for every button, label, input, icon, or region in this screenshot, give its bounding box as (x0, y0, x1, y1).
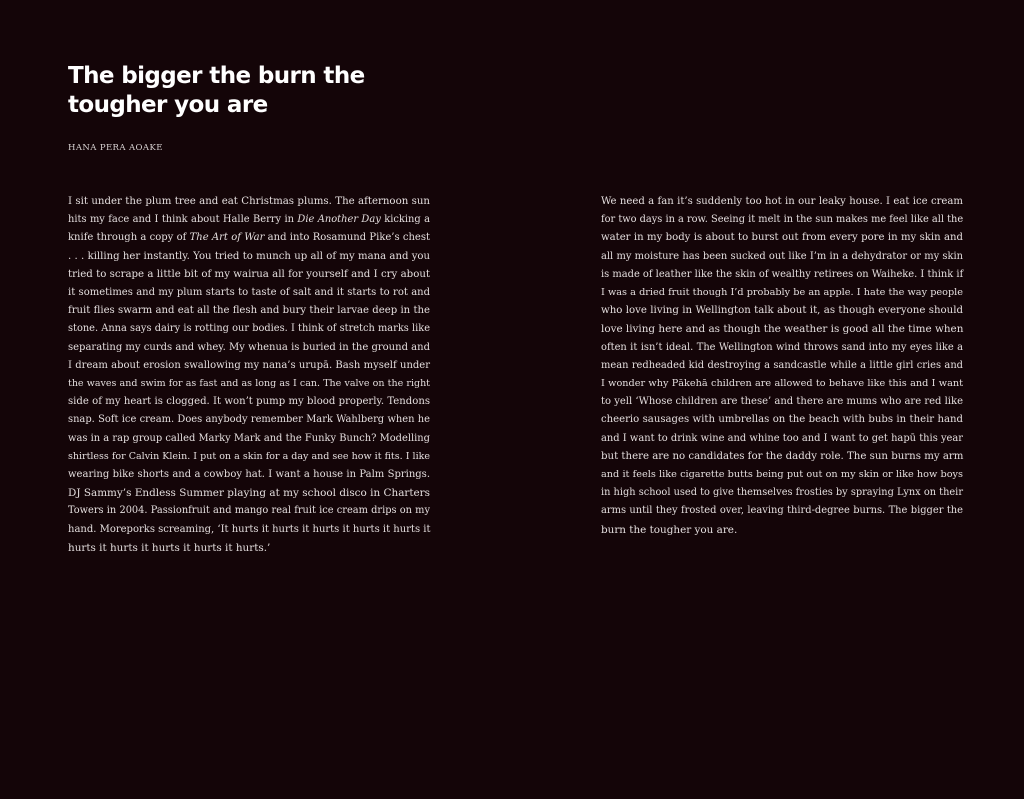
text-line: and it feels like cigarette butts being put out on my skin or like how boys (601, 469, 963, 481)
text-line: water in my body is about to burst out from every pore in my skin and (601, 232, 963, 244)
text-line: I wonder why Pākehā children are allowed to behave like this and I want (601, 378, 963, 390)
author-byline: HANA PERA AOAKE (68, 143, 163, 153)
text-line: and I want to drink wine and whine too and I want to get hapū this year (601, 432, 963, 444)
text-line: mean redheaded kid destroying a sandcastle while a little girl cries and (601, 359, 963, 371)
text-line: hits my face and I think about Halle Berry in Die Another Day kicking a (68, 214, 430, 226)
text-line: hand. Moreporks screaming, ‘It hurts it hurts it hurts it hurts it hurts it (68, 523, 431, 535)
text-line: stone. Anna says dairy is rotting our bodies. I think of stretch marks like (68, 323, 430, 335)
title-line: The bigger the burn the (68, 63, 365, 89)
text-line: We need a fan it’s suddenly too hot in our leaky house. I eat ice cream (601, 196, 963, 207)
text-line: for two days in a row. Seeing it melt in the sun makes me feel like all the (601, 214, 964, 226)
text-line: shirtless for Calvin Klein. I put on a skin for a day and see how it fits. I like (68, 450, 430, 462)
left-column-text (68, 193, 430, 557)
text-line: but there are no candidates for the daddy role. The sun burns my arm (601, 450, 964, 462)
film-title: Die Another Day (297, 214, 381, 226)
text-line: all my moisture has been sucked out like I’m in a dehydrator or my skin (601, 250, 963, 262)
text-line: love living here and as though the weather is good all the time when (601, 323, 964, 336)
text-line: separating my curds and whey. My whenua is buried in the ground and (68, 341, 430, 353)
text-line: Towers in 2004. Passionfruit and mango real fruit ice cream drips on my (68, 505, 430, 517)
text-line: to yell ‘Whose children are these’ and there are mums who are red like (601, 396, 963, 408)
text-line: often it isn’t ideal. The Wellington wind throws sand into my eyes like a (601, 341, 963, 353)
text-line: who love living in Wellington talk about it, as though everyone should (601, 305, 963, 317)
text-line: it sometimes and my plum starts to taste of salt and it starts to rot and (68, 287, 430, 299)
text-line: DJ Sammy’s Endless Summer playing at my school disco in Charters (68, 487, 430, 500)
text-line: knife through a copy of The Art of War and into Rosamund Pike’s chest (68, 232, 431, 244)
text-line: I sit under the plum tree and eat Christmas plums. The afternoon sun (68, 196, 430, 207)
article-title (68, 62, 408, 120)
text-line: is made of leather like the skin of wealthy retirees on Waiheke. I think if (601, 268, 964, 280)
text-line: I dream about erosion swallowing my nana’s urupā. Bash myself under (68, 359, 430, 371)
text-line: in high school used to give themselves frosties by spraying Lynx on their (601, 487, 964, 499)
text-line: burn the tougher you are. (601, 523, 738, 536)
text-line: tried to scrape a little bit of my wairua all for yourself and I cry about (68, 268, 430, 280)
text-line: . . . killing her instantly. You tried to munch up all of my mana and you (68, 250, 430, 262)
book-title: The Art of War (189, 232, 265, 244)
text-line: cheerio sausages with umbrellas on the beach with bubs in their hand (601, 414, 963, 426)
title-line: tougher you are (68, 92, 268, 118)
text-line: was in a rap group called Marky Mark and the Funky Bunch? Modelling (68, 432, 430, 444)
text-line: wearing bike shorts and a cowboy hat. I want a house in Palm Springs. (68, 469, 430, 481)
text-line: side of my heart is clogged. It won’t pump my blood properly. Tendons (68, 396, 430, 408)
text-line: hurts it hurts it hurts it hurts it hurts.’ (68, 541, 271, 554)
text-line: fruit flies swarm and eat all the flesh and bury their larvae deep in the (68, 305, 430, 317)
text-line: I was a dried fruit though I’d probably be an apple. I hate the way people (601, 287, 963, 299)
right-column-text (601, 193, 963, 539)
text-line: snap. Soft ice cream. Does anybody remember Mark Wahlberg when he (68, 414, 430, 426)
text-line: arms until they frosted over, leaving third-degree burns. The bigger the (601, 505, 963, 517)
text-line: the waves and swim for as fast and as long as I can. The valve on the right (68, 378, 430, 390)
